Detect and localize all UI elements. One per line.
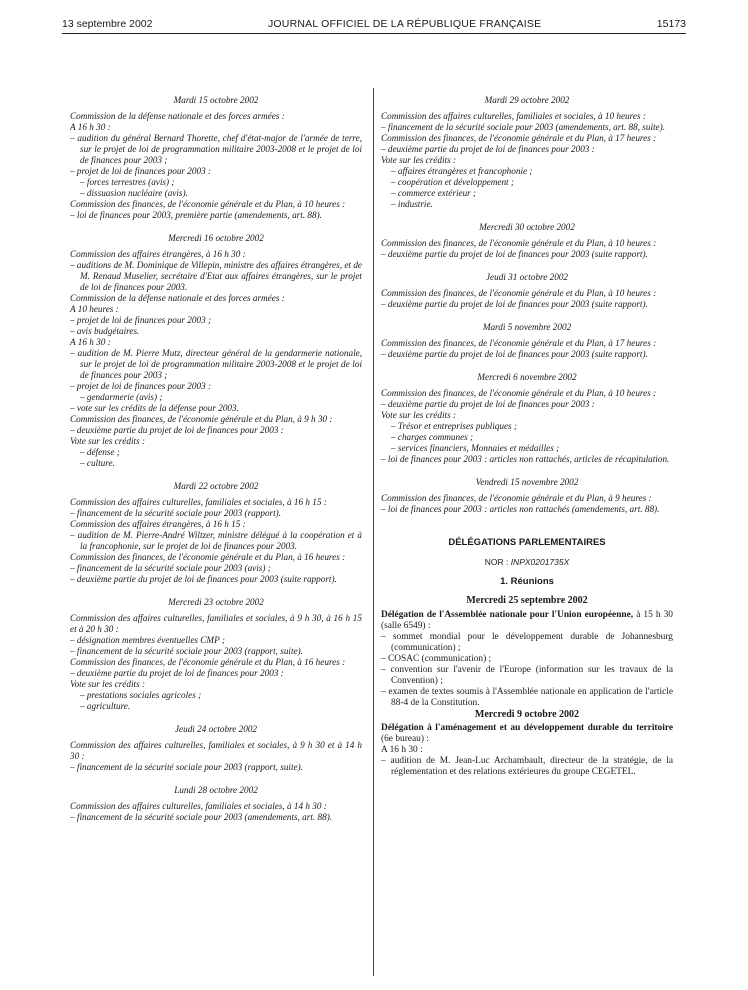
agenda-section [381, 272, 673, 310]
commission-line: Commission des finances, de l'économie générale et du Plan, à 10 heures : [381, 288, 657, 298]
vote-line: Vote sur les crédits : [381, 155, 457, 165]
commission-line: Commission des finances, de l'économie générale et du Plan, à 10 heures : [70, 199, 346, 209]
agenda-subitem: – agriculture. [80, 701, 131, 711]
agenda-item: – projet de loi de finances pour 2003 : [70, 166, 212, 176]
agenda-subitem: – industrie. [391, 199, 433, 209]
agenda-item: – deuxième partie du projet de loi de finances pour 2003 : [70, 668, 284, 678]
day-heading: Mercredi 25 septembre 2002 [466, 595, 588, 606]
agenda-subitem: – Trésor et entreprises publiques ; [391, 421, 517, 431]
nor-reference [381, 557, 673, 568]
time-line: A 16 h 30 : [381, 745, 423, 755]
page-header [62, 14, 686, 30]
commission-line: Commission des finances, de l'économie générale et du Plan, à 9 heures : [381, 493, 652, 503]
agenda-item: – deuxième partie du projet de loi de finances pour 2003 : [381, 144, 595, 154]
agenda-section [381, 322, 673, 360]
agenda-item: – financement de la sécurité sociale pour 2003 (rapport, suite). [70, 646, 303, 656]
commission-line: Commission des affaires étrangères, à 16 h 15 : [70, 519, 246, 529]
nor-code: INPX0201735X [510, 557, 570, 567]
agenda-subitem: – gendarmerie (avis) ; [80, 392, 163, 402]
day-heading: Mardi 29 octobre 2002 [484, 95, 570, 105]
day-heading: Mercredi 9 octobre 2002 [474, 709, 580, 720]
agenda-subitem: – forces terrestres (avis) ; [80, 177, 175, 187]
commission-line: Commission des affaires étrangères, à 16 h 30 : [70, 249, 246, 259]
agenda-subitem: – dissuasion nucléaire (avis). [80, 188, 188, 198]
agenda-section [381, 477, 673, 515]
agenda-section [381, 95, 673, 210]
day-heading: Vendredi 15 novembre 2002 [475, 477, 579, 487]
time-line: A 16 h 30 : [70, 122, 111, 132]
agenda-subitem: – coopération et développement ; [391, 177, 514, 187]
commission-line: Commission de la défense nationale et des forces armées : [70, 111, 285, 121]
agenda-item: – deuxième partie du projet de loi de finances pour 2003 (suite rapport). [381, 299, 648, 309]
agenda-item: – avis budgétaires. [70, 326, 140, 336]
vote-line: Vote sur les crédits : [70, 679, 146, 689]
column-divider [373, 88, 374, 976]
vote-line: Vote sur les crédits : [381, 410, 457, 420]
commission-line: Commission des finances, de l'économie générale et du Plan, à 16 heures : [70, 552, 346, 562]
day-heading: Mercredi 23 octobre 2002 [168, 597, 264, 607]
commission-line: Commission des affaires culturelles, familiales et sociales, à 10 heures : [381, 111, 646, 121]
time-line: A 10 heures : [70, 304, 119, 314]
header-rule [62, 33, 686, 34]
header-page-number: 15173 [656, 18, 686, 30]
agenda-item: – loi de finances pour 2003 : articles non rattachés (amendements, art. 88). [381, 504, 660, 514]
delegations-section [381, 537, 673, 778]
agenda-item: – financement de la sécurité sociale pour 2003 (amendements, art. 88, suite). [381, 122, 665, 132]
agenda-item: – financement de la sécurité sociale pour 2003 (avis) ; [70, 563, 271, 573]
section-title: DÉLÉGATIONS PARLEMENTAIRES [448, 537, 606, 548]
agenda-item: – audition de M. Pierre-André Wiltzer, ministre délégué à la coopération et à la francophonie, sur le projet de loi de finances pour 2003. [70, 530, 362, 551]
agenda-item: – projet de loi de finances pour 2003 : [70, 381, 212, 391]
delegation-room: (6e bureau) : [381, 734, 429, 744]
day-heading: Mercredi 30 octobre 2002 [479, 222, 575, 232]
day-heading: Lundi 28 octobre 2002 [174, 785, 258, 795]
commission-line: Commission des finances, de l'économie générale et du Plan, à 10 heures : [381, 388, 657, 398]
agenda-section [70, 481, 362, 585]
agenda-section [70, 724, 362, 773]
agenda-item: – COSAC (communication) ; [381, 654, 492, 664]
day-heading: Mardi 5 novembre 2002 [482, 322, 572, 332]
delegation-line [381, 610, 673, 632]
commission-line: Commission des affaires culturelles, familiales et sociales, à 9 h 30, à 16 h 15 et à 20 h 30 : [70, 613, 362, 634]
agenda-item: – projet de loi de finances pour 2003 ; [70, 315, 212, 325]
agenda-section [70, 597, 362, 712]
nor-label: NOR : [484, 557, 509, 567]
commission-line: Commission des finances, de l'économie générale et du Plan, à 17 heures : [381, 133, 657, 143]
commission-line: Commission de la défense nationale et des forces armées : [70, 293, 285, 303]
header-title: JOURNAL OFFICIEL DE LA RÉPUBLIQUE FRANÇAISE [267, 18, 542, 30]
day-heading: Mercredi 6 novembre 2002 [477, 372, 577, 382]
agenda-item: – financement de la sécurité sociale pour 2003 (rapport, suite). [70, 762, 303, 772]
day-heading: Jeudi 31 octobre 2002 [485, 272, 569, 282]
agenda-item: – loi de finances pour 2003, première partie (amendements, art. 88). [70, 210, 322, 220]
agenda-subitem: – culture. [80, 458, 115, 468]
commission-line: Commission des affaires culturelles, familiales et sociales, à 14 h 30 : [70, 801, 327, 811]
agenda-subitem: – commerce extérieur ; [391, 188, 477, 198]
day-heading: Mardi 15 octobre 2002 [173, 95, 259, 105]
vote-line: Vote sur les crédits : [70, 436, 146, 446]
agenda-item: – deuxième partie du projet de loi de finances pour 2003 (suite rapport). [381, 249, 648, 259]
commission-line: Commission des finances, de l'économie générale et du Plan, à 16 heures : [70, 657, 346, 667]
delegation-line [381, 723, 673, 745]
commission-line: Commission des finances, de l'économie générale et du Plan, à 17 heures : [381, 338, 657, 348]
right-column [381, 95, 673, 778]
delegation-name: Délégation à l'aménagement et au développement durable du territoire [381, 723, 673, 733]
agenda-item: – audition de M. Pierre Mutz, directeur général de la gendarmerie nationale, sur le projet de loi de programmation militaire 2003-2008 et le projet de loi de finances pour 2003 ; [70, 348, 362, 380]
left-column [70, 95, 362, 823]
day-heading: Mercredi 16 octobre 2002 [168, 233, 264, 243]
agenda-item: – sommet mondial pour le développement durable de Johannesburg (communication) ; [381, 632, 673, 653]
agenda-section [70, 785, 362, 823]
agenda-item: – deuxième partie du projet de loi de finances pour 2003 : [381, 399, 595, 409]
agenda-item: – loi de finances pour 2003 : articles non rattachés, articles de récapitulation. [381, 454, 670, 464]
commission-line: Commission des finances, de l'économie générale et du Plan, à 9 h 30 : [70, 414, 333, 424]
agenda-item: – vote sur les crédits de la défense pour 2003. [70, 403, 239, 413]
delegation-name: Délégation de l'Assemblée nationale pour l'Union européenne, [381, 610, 634, 620]
agenda-item: – désignation membres éventuelles CMP ; [70, 635, 225, 645]
agenda-subitem: – services financiers, Monnaies et médailles ; [391, 443, 560, 453]
agenda-item: – audition du général Bernard Thorette, chef d'état-major de l'armée de terre, sur le projet de loi de programmation militaire 2003-2008 et le projet de loi de finances pour 2003 ; [70, 133, 362, 165]
agenda-section [381, 222, 673, 260]
time-line: A 16 h 30 : [70, 337, 111, 347]
commission-line: Commission des affaires culturelles, familiales et sociales, à 9 h 30 et à 14 h 30 : [70, 740, 362, 761]
delegation-time: à 15 h 30 (salle 6549) : [381, 610, 673, 631]
agenda-subitem: – charges communes ; [391, 432, 474, 442]
agenda-subitem: – prestations sociales agricoles ; [80, 690, 202, 700]
agenda-item: – audition de M. Jean-Luc Archambault, directeur de la stratégie, de la réglementation et des relations extérieures du groupe CEGETEL. [381, 756, 673, 777]
agenda-section [70, 233, 362, 469]
agenda-item: – auditions de M. Dominique de Villepin, ministre des affaires étrangères, et de M. Renaud Muselier, secrétaire d'Etat aux affaires étrangères, sur le projet de loi de finances pour 2003. [70, 260, 362, 292]
agenda-item: – deuxième partie du projet de loi de finances pour 2003 (suite rapport). [381, 349, 648, 359]
day-heading: Jeudi 24 octobre 2002 [174, 724, 258, 734]
day-heading: Mardi 22 octobre 2002 [173, 481, 259, 491]
agenda-item: – financement de la sécurité sociale pour 2003 (rapport). [70, 508, 282, 518]
agenda-item: – deuxième partie du projet de loi de finances pour 2003 : [70, 425, 284, 435]
commission-line: Commission des affaires culturelles, familiales et sociales, à 16 h 15 : [70, 497, 327, 507]
header-date: 13 septembre 2002 [62, 18, 153, 30]
agenda-item: – convention sur l'avenir de l'Europe (information sur les travaux de la Convention) ; [381, 665, 673, 686]
agenda-section [381, 372, 673, 465]
agenda-item: – examen de textes soumis à l'Assemblée nationale en application de l'article 88-4 de la Constitution. [381, 687, 673, 708]
commission-line: Commission des finances, de l'économie générale et du Plan, à 10 heures : [381, 238, 657, 248]
agenda-subitem: – défense ; [80, 447, 120, 457]
agenda-subitem: – affaires étrangères et francophonie ; [391, 166, 533, 176]
subsection-title: 1. Réunions [500, 576, 554, 587]
agenda-item: – deuxième partie du projet de loi de finances pour 2003 (suite rapport). [70, 574, 337, 584]
agenda-item: – financement de la sécurité sociale pour 2003 (amendements, art. 88). [70, 812, 333, 822]
agenda-section [70, 95, 362, 221]
